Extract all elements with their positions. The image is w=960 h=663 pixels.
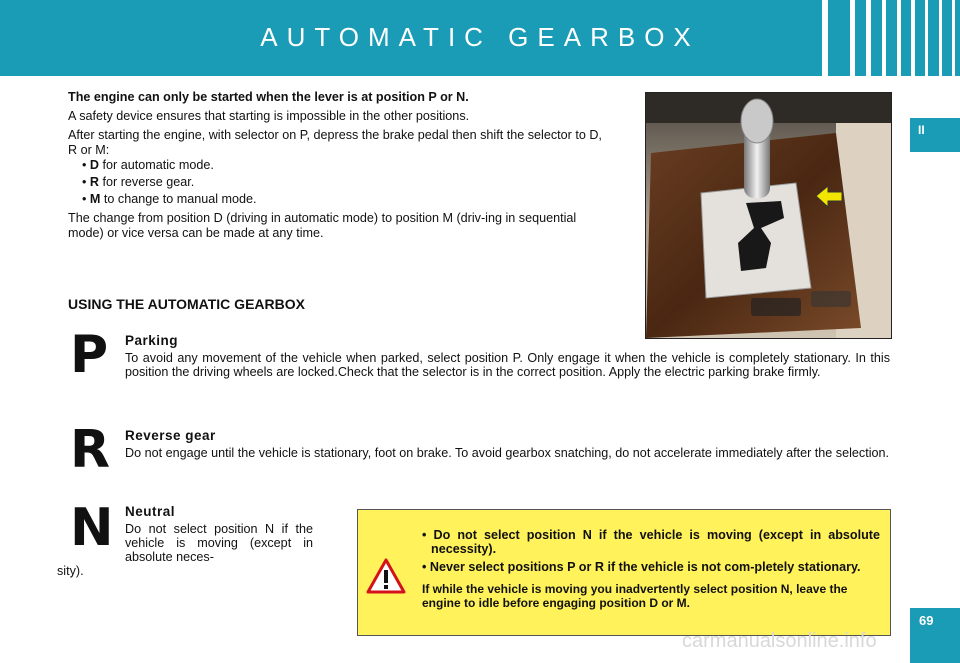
intro-paragraph-1: A safety device ensures that starting is impossible in the other positions. <box>68 109 470 123</box>
warning-text <box>422 528 880 622</box>
header-bar <box>0 0 960 76</box>
intro-lead: The engine can only be started when the lever is at position P or N. <box>68 90 469 104</box>
list-item: • R for reverse gear. <box>82 175 195 189</box>
parking-text: To avoid any movement of the vehicle when parked, select position P. Only engage it when the vehicle is completely stationary. In this position the driving wheels are locked.Check that the selector is in the correct position. Apply the electric parking brake firmly. <box>125 351 890 379</box>
position-letter-n: N <box>70 498 114 558</box>
reverse-text: Do not engage until the vehicle is stationary, foot on brake. To avoid gearbox snatching, do not accelerate immediately after the selection. <box>125 446 890 460</box>
position-letter-r: R <box>70 420 111 480</box>
intro-block <box>68 90 603 245</box>
page-title: AUTOMATIC GEARBOX <box>260 22 700 52</box>
reverse-heading: Reverse gear <box>125 428 216 443</box>
warning-bullet: • Do not select position N if the vehicle is moving (except in absolute necessity). <box>422 528 880 556</box>
page-number: 69 <box>910 608 960 663</box>
parking-heading: Parking <box>125 333 179 348</box>
neutral-text: Do not select position N if the vehicle is moving (except in absolute neces- <box>125 522 313 564</box>
warning-box <box>357 509 891 636</box>
intro-paragraph-3: The change from position D (driving in automatic mode) to position M (driv-ing in sequential mode) or vice versa can be made at any time. <box>68 211 577 240</box>
list-item: • M to change to manual mode. <box>82 192 257 206</box>
section-heading: USING THE AUTOMATIC GEARBOX <box>68 296 305 312</box>
position-letter-p: P <box>70 325 109 385</box>
list-item: • D for automatic mode. <box>82 158 214 172</box>
warning-note: If while the vehicle is moving you inadvertently select position N, leave the engine to idle before engaging position D or M. <box>422 582 848 610</box>
chapter-tab: II <box>910 118 960 152</box>
warning-bullet: • Never select positions P or R if the vehicle is not com-pletely stationary. <box>422 560 861 574</box>
intro-paragraph-2: After starting the engine, with selector on P, depress the brake pedal then shift the selector to D, R or M: <box>68 128 602 157</box>
watermark: carmanualsonline.info <box>682 630 877 652</box>
neutral-text-tail: sity). <box>57 564 84 578</box>
gear-selector-illustration <box>646 93 891 338</box>
gear-lever-photo <box>645 92 892 339</box>
neutral-heading: Neutral <box>125 504 176 519</box>
warning-icon <box>366 558 406 594</box>
